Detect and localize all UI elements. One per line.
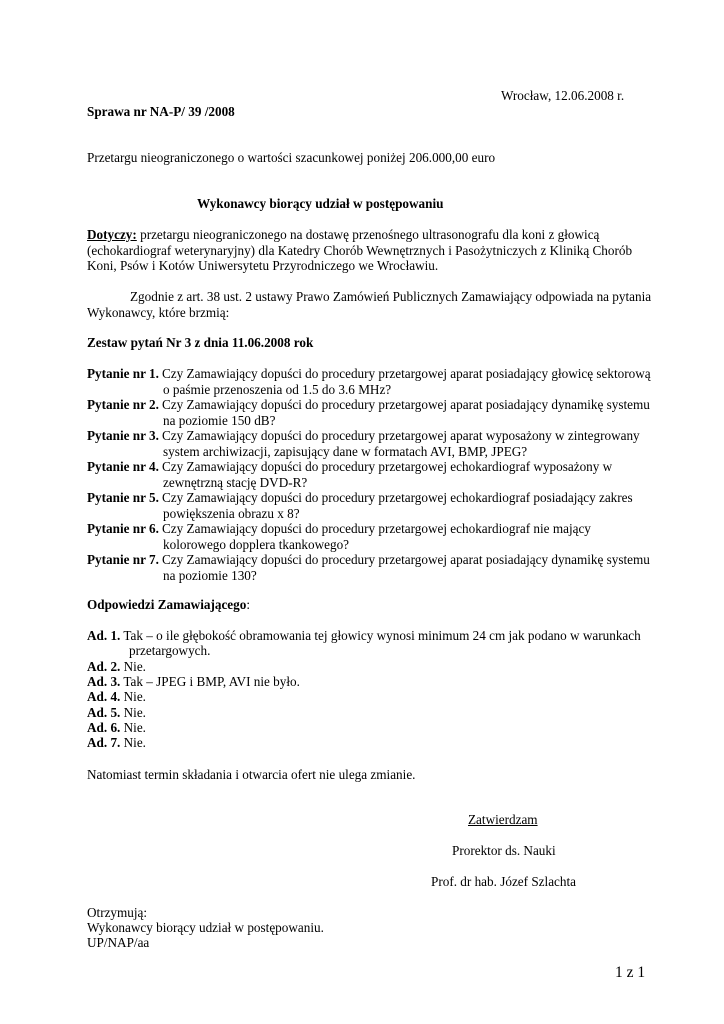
subject-paragraph — [87, 227, 667, 274]
answer-item — [87, 689, 146, 705]
answer-label: Ad. 1. — [87, 628, 121, 643]
place-date: Wrocław, 12.06.2008 r. — [501, 88, 625, 103]
closing-statement: Natomiast termin składania i otwarcia ofert nie ulega zmianie. — [87, 767, 416, 782]
answer-item — [87, 705, 146, 721]
question-label: Pytanie nr 6. — [87, 521, 159, 536]
answer-label: Ad. 6. — [87, 720, 121, 735]
answer-label: Ad. 4. — [87, 689, 121, 704]
question-text-cont: system archiwizacji, zapisujący dane w formatach AVI, BMP, JPEG? — [163, 443, 528, 459]
question-text: Czy Zamawiający dopuści do procedury przetargowej aparat posiadający dynamikę systemu — [162, 397, 650, 412]
answer-label: Ad. 2. — [87, 659, 121, 674]
recipients-line-1: Wykonawcy biorący udział w postępowaniu. — [87, 920, 324, 935]
question-text-cont: zewnętrzną stację DVD-R? — [163, 474, 308, 490]
intro-line-2: Wykonawcy, które brzmią: — [87, 304, 230, 320]
recipients-line-2: UP/NAP/aa — [87, 935, 150, 950]
case-number: Sprawa nr NA-P/ 39 /2008 — [87, 104, 235, 119]
answer-text: Nie. — [120, 659, 146, 674]
subject-label: Dotyczy: — [87, 227, 137, 242]
tender-line: Przetargu nieograniczonego o wartości szacunkowej poniżej 206.000,00 euro — [87, 150, 496, 165]
addressee: Wykonawcy biorący udział w postępowaniu — [197, 196, 444, 211]
answer-text: Tak – JPEG i BMP, AVI nie było. — [120, 674, 300, 689]
question-text: Czy Zamawiający dopuści do procedury przetargowej echokardiograf posiadający zakres — [162, 490, 633, 505]
signatory-name: Prof. dr hab. Józef Szlachta — [431, 874, 577, 889]
question-label: Pytanie nr 5. — [87, 490, 159, 505]
subject-line-3: Koni, Psów i Kotów Uniwersytetu Przyrodniczego we Wrocławiu. — [87, 258, 439, 274]
question-label: Pytanie nr 2. — [87, 397, 159, 412]
answer-item — [87, 628, 641, 644]
page-number: 1 z 1 — [615, 964, 646, 981]
question-label: Pytanie nr 3. — [87, 428, 159, 443]
question-text-cont: kolorowego dopplera tkankowego? — [163, 536, 350, 552]
subject-line-1: Dotyczy: przetargu nieograniczonego na dostawę przenośnego ultrasonografu dla koni z głowicą — [87, 227, 600, 242]
question-text: Czy Zamawiający dopuści do procedury przetargowej aparat posiadający głowicę sektorową — [162, 366, 651, 381]
answer-text: Nie. — [120, 689, 146, 704]
question-label: Pytanie nr 1. — [87, 366, 159, 381]
answer-text-cont: przetargowych. — [129, 643, 211, 658]
question-label: Pytanie nr 7. — [87, 552, 159, 567]
intro-line-1: Zgodnie z art. 38 ust. 2 ustawy Prawo Zamówień Publicznych Zamawiający odpowiada na pytania — [130, 289, 652, 304]
question-text-cont: powiększenia obrazu x 8? — [163, 505, 300, 521]
recipients-label: Otrzymują: — [87, 905, 148, 920]
question-text-cont: na poziomie 130? — [163, 567, 257, 583]
question-label: Pytanie nr 4. — [87, 459, 159, 474]
question-text-cont: o paśmie przenoszenia od 1.5 do 3.6 MHz? — [163, 381, 392, 397]
question-text: Czy Zamawiający dopuści do procedury przetargowej echokardiograf nie mający — [162, 521, 591, 536]
answer-label: Ad. 7. — [87, 735, 121, 750]
answer-label: Ad. 3. — [87, 674, 121, 689]
subject-line-2: (echokardiograf weterynaryjny) dla Katedry Chorób Wewnętrznych i Pasożytniczych z Kliniką Chorób — [87, 242, 633, 258]
question-text-cont: na poziomie 150 dB? — [163, 412, 276, 428]
answer-text: Nie. — [120, 705, 146, 720]
answers-title: Odpowiedzi Zamawiającego: — [87, 597, 251, 612]
answer-text: Tak – o ile głębokość obramowania tej głowicy wynosi minimum 24 cm jak podano w warunkach — [120, 628, 641, 643]
answer-text: Nie. — [120, 720, 146, 735]
answer-item — [87, 735, 146, 751]
answer-item — [87, 659, 146, 675]
answer-item — [87, 674, 300, 690]
question-text: Czy Zamawiający dopuści do procedury przetargowej aparat wyposażony w zintegrowany — [162, 428, 640, 443]
question-set-title: Zestaw pytań Nr 3 z dnia 11.06.2008 rok — [87, 335, 314, 350]
answer-label: Ad. 5. — [87, 705, 121, 720]
answer-text: Nie. — [120, 735, 146, 750]
intro-paragraph — [87, 289, 667, 320]
question-text: Czy Zamawiający dopuści do procedury przetargowej echokardiograf wyposażony w — [162, 459, 613, 474]
question-text: Czy Zamawiający dopuści do procedury przetargowej aparat posiadający dynamikę systemu — [162, 552, 650, 567]
approved-label: Zatwierdzam — [468, 812, 538, 827]
signatory-role: Prorektor ds. Nauki — [452, 843, 556, 858]
answer-item — [87, 720, 146, 736]
